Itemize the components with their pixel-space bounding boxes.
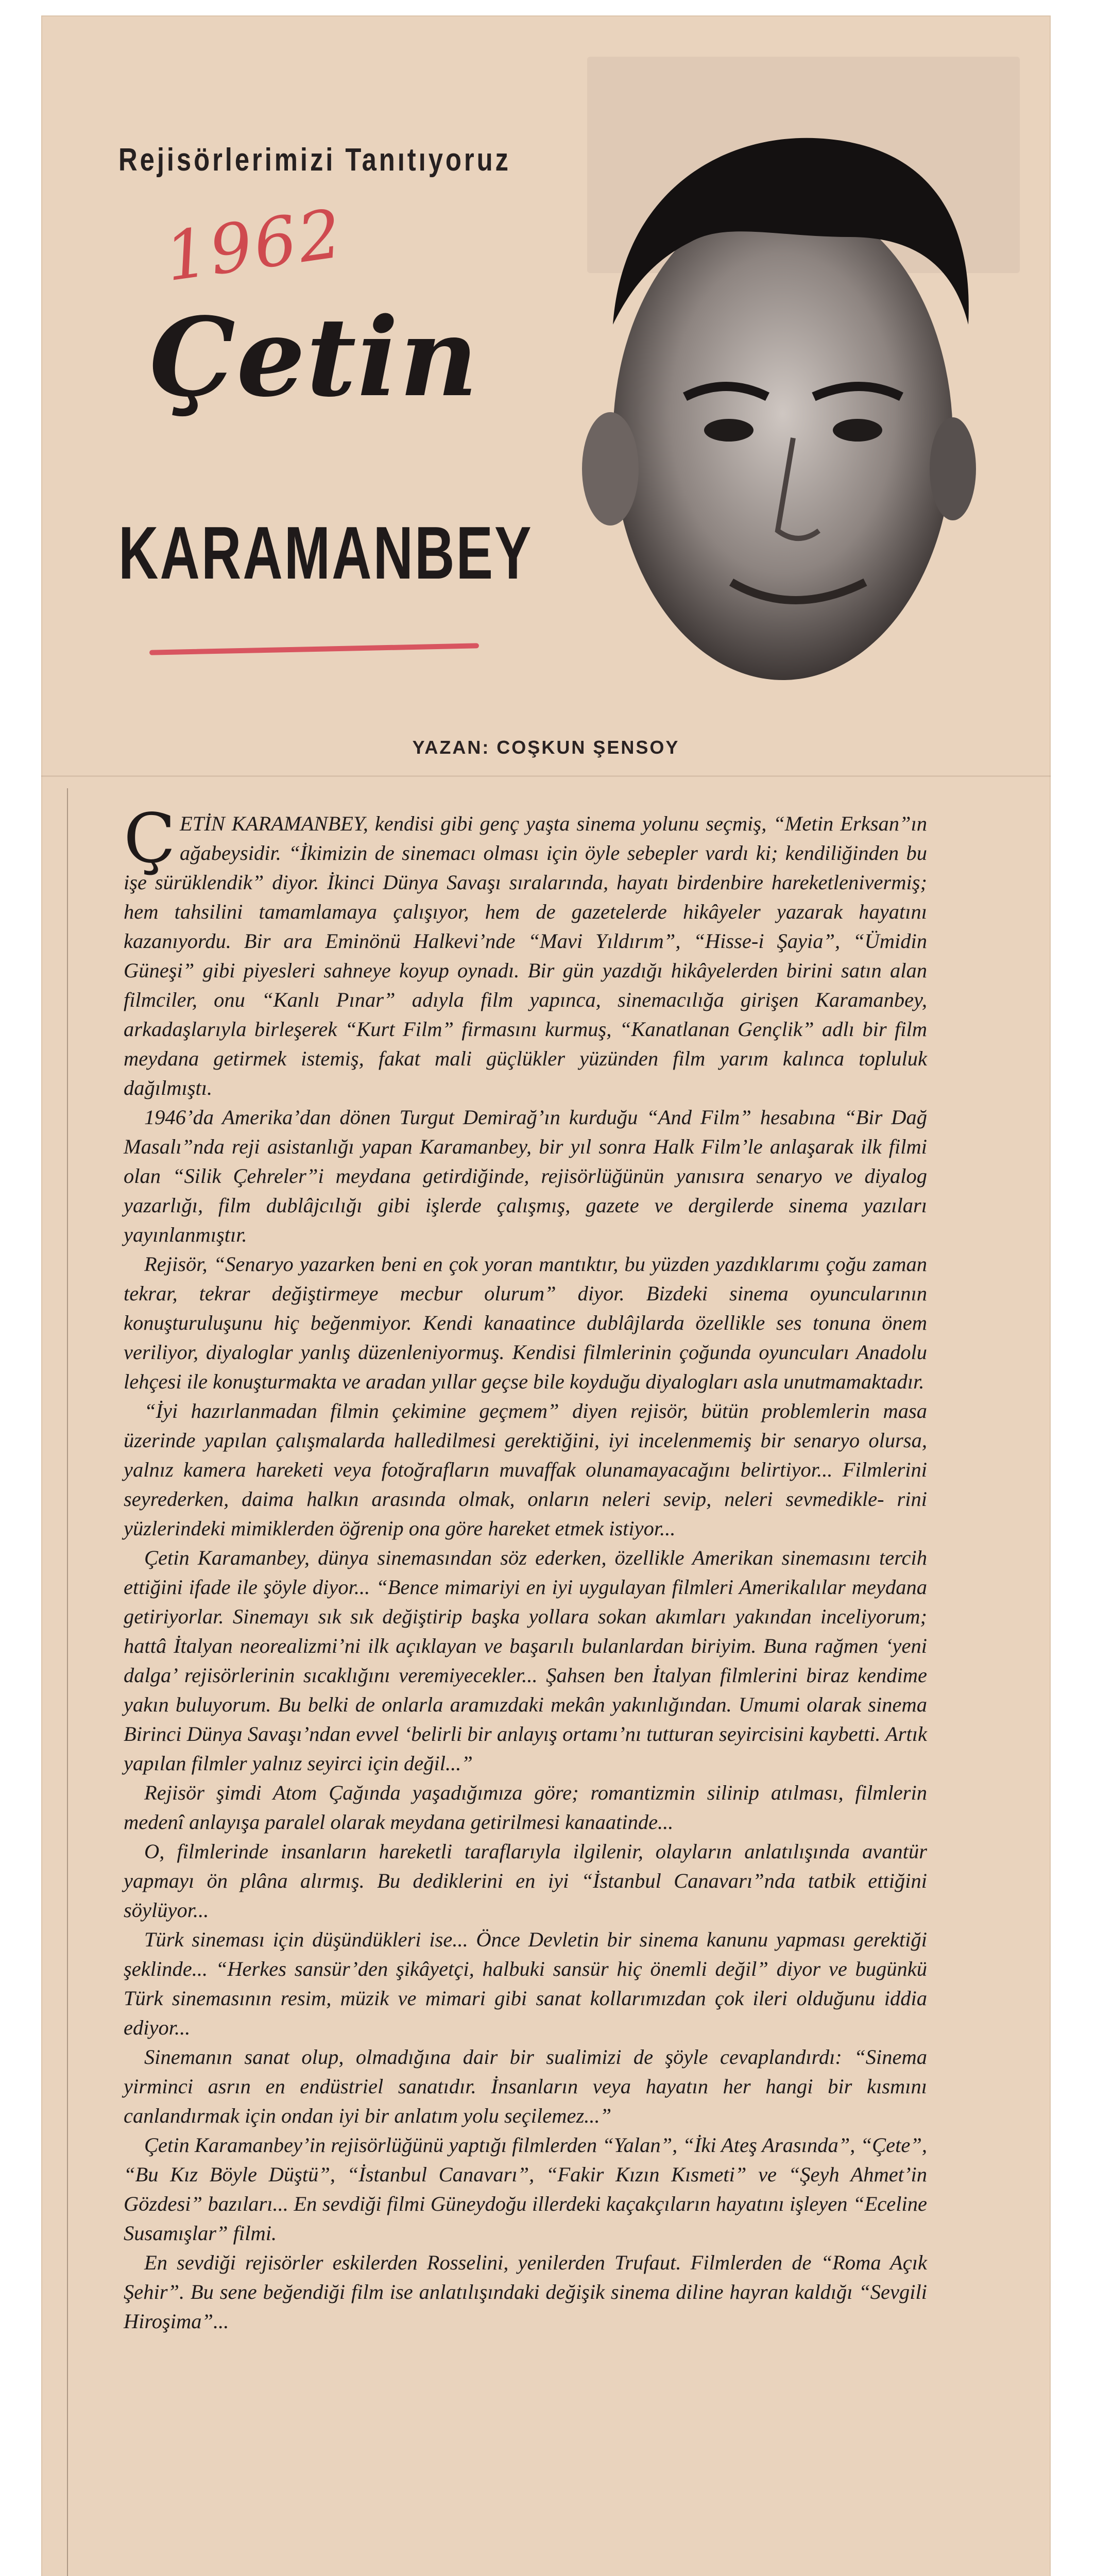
fold-line bbox=[41, 775, 1051, 777]
director-first-name: Çetin bbox=[149, 294, 480, 421]
paragraph-3: Rejisör, “Senaryo yazarken beni en çok yoran mantıktır, bu yüzden yazdıklarımı çoğu zaman tekrar, tekrar değiştirmeye mecbur olurum” diyor. Bizdeki sinema oyuncularının konuşturuluşunu hiç beğenmiyor. Kendi kanaatince dublâjlarda özellikle ses tonuna önem veriliyor, diyaloglar yanlış düzenleniyormuş. Kendisi filmlerinin çoğunda oyuncuları Anadolu lehçesi ile konuşturmakta ve aradan yıllar geçse bile koyduğu diyalogları asla unutmamaktadır. bbox=[124, 1252, 927, 1393]
byline: YAZAN: COŞKUN ŞENSOY bbox=[412, 737, 680, 758]
paragraph-11: En sevdiği rejisörler eskilerden Rosselini, yenilerden Trufaut. Filmlerden de “Roma Açık Şehir”. Bu sene beğendiği film ise anlatılışındaki değişik sinema diline hayran kaldığı “Sevgili Hiroşima”... bbox=[124, 2251, 927, 2333]
paragraph-5: Çetin Karamanbey, dünya sinemasından söz ederken, özellikle Amerikan sinemasını tercih ettiğini ifade ile şöyle diyor... “Bence mimariyi en iyi uygulayan filmleri Amerikalılar meydana getiriyorlar. Sinemayı sık sık değiştirip başka yollara sokan akımları yakından inceliyorum; hattâ İtalyan neorealizmi’ni ilk açıklayan ve başarılı bulanlardan biriyim. Buna rağmen ‘yeni dalga’ rejisörlerinin sıcaklığını veremiyecekler... Şahsen ben İtalyan filmlerini biraz kendime yakın buluyorum. Bu belki de onlarla aramızdaki mekân yakınlığından. Umumi olarak sinema Birinci Dünya Savaşı’ndan evvel ‘belirli bir anlayış ortamı’nı tutturan seyircisini kaybetti. Artık yapılan filmler yalnız seyirci için değil...” bbox=[124, 1546, 927, 1775]
paragraph-8: Türk sineması için düşündükleri ise... Önce Devletin bir sinema kanunu yapması gerektiği şeklinde... “Herkes sansür’den şikâyetçi, halbuki sansür hiç önemli değil” diyor ve bugünkü Türk sinemasının resim, müzik ve mimari gibi sanat kollarımızdan çok ileri olduğunu iddia ediyor... bbox=[124, 1928, 927, 2039]
handwritten-year: 1962 bbox=[160, 194, 348, 297]
red-pencil-underline bbox=[149, 643, 479, 655]
director-portrait bbox=[561, 108, 989, 716]
drop-cap: Ç bbox=[124, 799, 176, 878]
article-body bbox=[124, 799, 927, 2336]
paragraph-1 bbox=[124, 799, 927, 1103]
margin-rule bbox=[67, 788, 68, 2576]
magazine-clipping bbox=[41, 15, 1051, 2576]
paragraph-9: Sinemanın sanat olup, olmadığına dair bir sualimizi de şöyle cevaplandırdı: “Sinema yirminci asrın en endüstriel sanatıdır. İnsanların veya hayatın her hangi bir kısmını canlandırmak için ondan iyi bir anlatım yolu seçilemez...” bbox=[124, 2045, 927, 2127]
paragraph-4: “İyi hazırlanmadan filmin çekimine geçmem” diyen rejisör, bütün problemlerin masa üzerinde yapılan çalışmalarda halledilmesi gerektiğini, iyi incelenmemiş bir senaryo olursa, yalnız kamera hareketi veya fotoğrafların muvaffak olunamayacağını belirtiyor... Filmlerini seyrederken, daima halkın arasında olmak, onların neleri sevip, neleri sevmedikle- rini yüzlerindeki mimiklerden öğrenip ona göre hareket etmek istiyor... bbox=[124, 1399, 927, 1540]
series-title: Rejisörlerimizi Tanıtıyoruz bbox=[118, 142, 511, 178]
paragraph-10: Çetin Karamanbey’in rejisörlüğünü yaptığı filmlerden “Yalan”, “İki Ateş Arasında”, “Çete”, “Bu Kız Böyle Düştü”, “İstanbul Canavarı”, “Fakir Kızın Kısmeti” ve “Şeyh Ahmet’in Gözdesi” bazıları... En sevdiği filmi Güneydoğu illerdeki kaçakçıların hayatını işleyen “Eceline Susamışlar” filmi. bbox=[124, 2133, 927, 2245]
paragraph-text: ETİN KARAMANBEY, kendisi gibi genç yaşta sinema yolunu seçmiş, “Metin Erksan”ın ağabeysidir. “İkimizin de sinemacı olması için öyle sebepler vardı ki; kendiliğinden bu işe sürüklendik” diyor. İkinci Dünya Savaşı sıralarında, hayatı birdenbire hareketlenivermiş; hem tahsilini tamamlamaya çalışıyor, hem de gazetelerde hikâyeler yazarak hayatını kazanıyordu. Bir ara Eminönü Halkevi’nde “Mavi Yıldırım”, “Hisse-i Şayia”, “Ümidin Güneşi” gibi piyesleri sahneye koyup oynadı. Bir gün yazdığı hikâyelerden birini satın alan filmciler, onu “Kanlı Pınar” adıyla film yapınca, sinemacılığa girişen Karamanbey, arkadaşlarıyla birleşerek “Kurt Film” firmasını kurmuş, “Kanatlanan Gençlik” adlı bir film meydana getirmek istemiş, fakat mali güçlükler yüzünden film yarım kalınca topluluk dağılmıştı. bbox=[124, 812, 927, 1099]
paragraph-2: 1946’da Amerika’dan dönen Turgut Demirağ’ın kurduğu “And Film” hesabına “Bir Dağ Masalı”nda reji asistanlığı yapan Karamanbey, bir yıl sonra Halk Film’le anlaşarak ilk filmi olan “Silik Çehreler”i meydana getirdiğinde, rejisörlüğünün yanısıra senaryo ve diyalog yazarlığı, film dublâjcılığı gibi işlerde çalışmış, gazete ve dergilerde sinema yazıları yayınlanmıştır. bbox=[124, 1106, 927, 1246]
paragraph-6: Rejisör şimdi Atom Çağında yaşadığımıza göre; romantizmin silinip atılması, filmlerin medenî anlayışa paralel olarak meydana getirilmesi kanaatinde... bbox=[124, 1781, 927, 1834]
director-last-name: KARAMANBEY bbox=[118, 511, 533, 595]
paragraph-7: O, filmlerinde insanların hareketli taraflarıyla ilgilenir, olayların anlatılışında avantür yapmayı ön plâna alırmış. Bu dediklerini en iyi “İstanbul Canavarı”nda tatbik ettiğini söylüyor... bbox=[124, 1840, 927, 1922]
